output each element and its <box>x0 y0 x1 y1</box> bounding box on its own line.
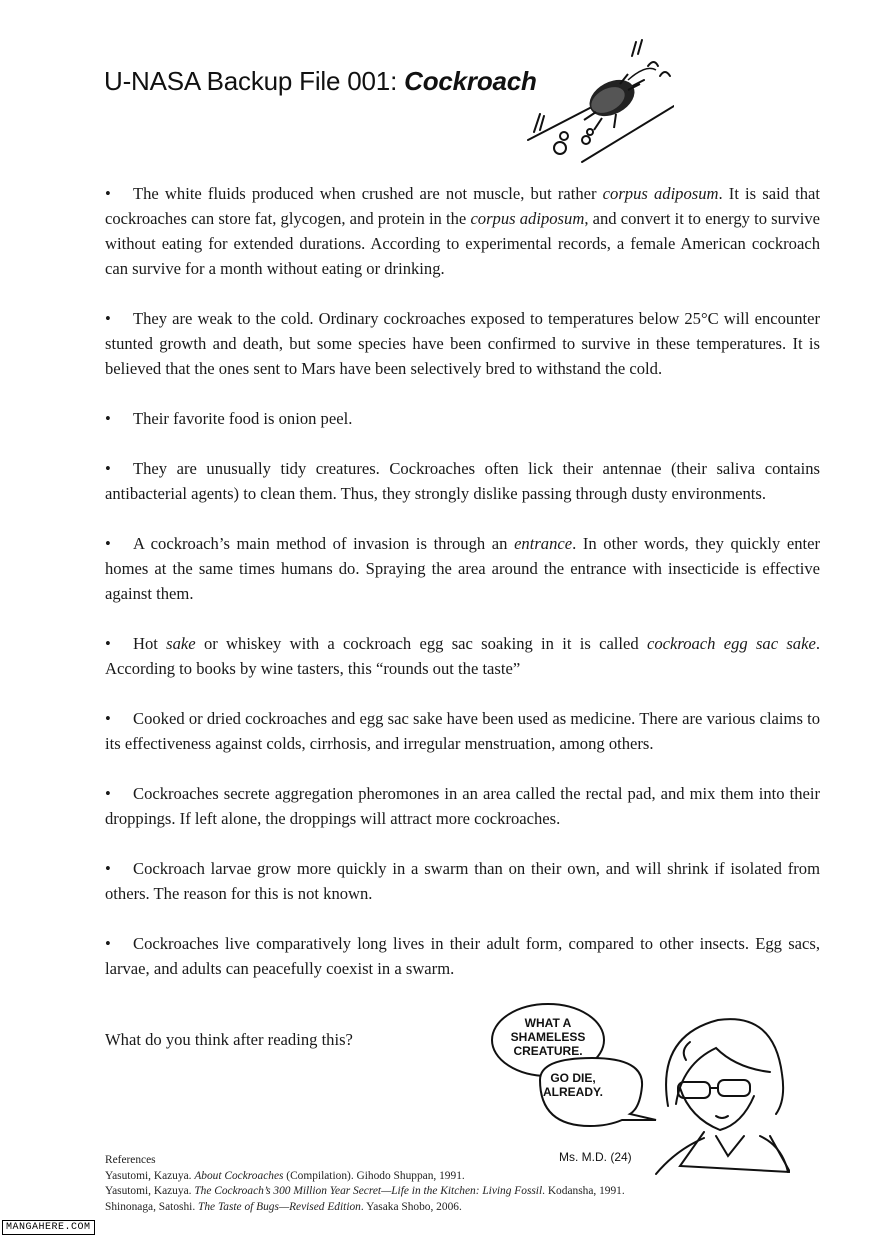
bullet-marker: • <box>105 534 111 553</box>
text-run: They are unusually tidy creatures. Cockroaches often lick their antennae (their saliva contains antibacterial agents) to clean them. Thus, they strongly dislike passing through dusty environments. <box>105 459 820 503</box>
text-run: . Yasaka Shobo, 2006. <box>360 1200 462 1213</box>
bullet-marker: • <box>105 859 111 878</box>
references <box>105 1153 625 1215</box>
text-run: (Compilation). Gihodo Shuppan, 1991. <box>283 1169 465 1182</box>
text-run: They are weak to the cold. Ordinary cockroaches exposed to temperatures below 25°C will encounter stunted growth and death, but some species have been confirmed to survive in these temperatures. It is believed that the ones sent to Mars have been selectively bred to withstand the cold. <box>105 309 820 378</box>
fact-item <box>105 781 820 831</box>
text-run: Cooked or dried cockroaches and egg sac sake have been used as medicine. There are various claims to its effectiveness against colds, cirrhosis, and irregular menstruation, among others. <box>105 709 820 753</box>
fact-item <box>105 856 820 906</box>
text-run: Hot <box>133 634 167 653</box>
page-title <box>104 66 537 97</box>
text-run: or whiskey with a cockroach egg sac soaking in it is called <box>195 634 647 653</box>
woman-portrait <box>656 1019 790 1174</box>
reference-list <box>105 1169 625 1216</box>
text-run: . In other words, they quickly enter homes at the same times humans do. Spraying the area around the entrance with insecticide is effective against them. <box>105 534 820 603</box>
bullet-marker: • <box>105 709 111 728</box>
references-heading: References <box>105 1154 156 1166</box>
fact-item <box>105 406 820 431</box>
text-run: Their favorite food is onion peel. <box>133 409 353 428</box>
text-run: The white fluids produced when crushed are not muscle, but rather <box>133 184 603 203</box>
text-run: Cockroaches live comparatively long lives in their adult form, compared to other insects. Egg sacs, larvae, and adults can peacefully coexist in a swarm. <box>105 934 820 978</box>
text-run: Cockroaches secrete aggregation pheromones in an area called the rectal pad, and mix them into their droppings. If left alone, the droppings will attract more cockroaches. <box>105 784 820 828</box>
italic-term: sake <box>166 634 196 653</box>
fact-item <box>105 306 820 381</box>
fact-item <box>105 181 820 281</box>
text-run: . It is said that cockroaches can store fat, glycogen, and protein in the <box>105 184 820 228</box>
speech-text-2: GO DIE, ALREADY. <box>542 1071 603 1099</box>
fact-list <box>105 181 820 1006</box>
closing-question: What do you think after reading this? <box>105 1030 353 1049</box>
speech-text-1: WHAT A SHAMELESS CREATURE. <box>510 1016 586 1058</box>
fact-item <box>105 531 820 606</box>
italic-term: About Cockroaches <box>194 1169 284 1182</box>
text-run: A cockroach’s main method of invasion is through an <box>133 534 515 553</box>
italic-term: corpus adiposum <box>470 209 585 228</box>
italic-term: The Taste of Bugs—Revised Edition <box>198 1200 361 1213</box>
text-run: Shinonaga, Satoshi. <box>105 1200 199 1213</box>
reference-item <box>105 1169 625 1185</box>
text-run: . According to books by wine tasters, this “rounds out the taste” <box>105 634 820 678</box>
watermark-logo: MANGAHERE.COM <box>2 1220 95 1235</box>
bullet-marker: • <box>105 934 111 953</box>
bullet-marker: • <box>105 784 111 803</box>
text-run: Cockroach larvae grow more quickly in a swarm than on their own, and will shrink if isolated from others. The reason for this is not known. <box>105 859 820 903</box>
text-run: , and convert it to energy to survive without eating for extended durations. According to experimental records, a female American cockroach can survive for a month without eating or drinking. <box>105 209 820 278</box>
cockroach-illustration <box>524 36 674 172</box>
text-run: . Kodansha, 1991. <box>542 1185 625 1197</box>
text-run: Yasutomi, Kazuya. <box>105 1169 195 1182</box>
bullet-marker: • <box>105 409 111 428</box>
title-prefix: U-NASA Backup File 001: <box>104 66 405 96</box>
italic-term: The Cockroach’s 300 Million Year Secret—Life in the Kitchen: Living Fossil <box>194 1185 543 1197</box>
bullet-marker: • <box>105 309 111 328</box>
fact-item <box>105 931 820 981</box>
italic-term: entrance <box>514 534 573 553</box>
bullet-marker: • <box>105 459 111 478</box>
title-subject: Cockroach <box>404 66 537 96</box>
fact-item <box>105 631 820 681</box>
fact-item <box>105 706 820 756</box>
bullet-marker: • <box>105 184 111 203</box>
reference-item <box>105 1184 625 1200</box>
reference-item <box>105 1200 625 1216</box>
italic-term: cockroach egg sac sake <box>646 634 816 653</box>
bullet-marker: • <box>105 634 111 653</box>
character-caption: Ms. M.D. (24) <box>559 1150 632 1164</box>
italic-term: corpus adiposum <box>602 184 719 203</box>
text-run: Yasutomi, Kazuya. <box>105 1185 195 1197</box>
fact-item <box>105 456 820 506</box>
